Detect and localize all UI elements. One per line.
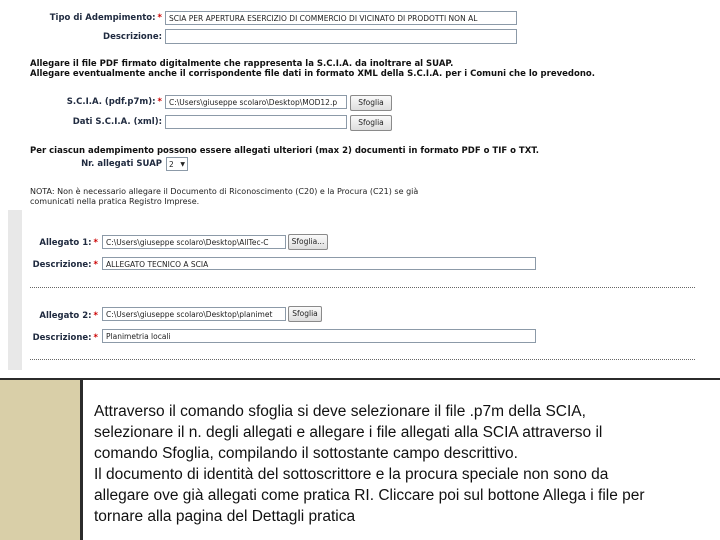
caption-line-1: Attraverso il comando sfoglia si deve selezionare il file .p7m della SCIA,	[94, 403, 586, 420]
nota-line-2: comunicati nella pratica Registro Imprese.	[30, 197, 200, 206]
required-mark: *	[157, 13, 162, 23]
scia-pdf-browse-button[interactable]: Sfoglia	[350, 95, 392, 111]
dati-scia-label: Dati S.C.I.A. (xml):	[72, 117, 162, 127]
scia-pdf-label: S.C.I.A. (pdf.p7m): *	[66, 97, 162, 107]
tipo-adempimento-label: Tipo di Adempimento: *	[49, 13, 162, 23]
allegato-2-file-field[interactable]: C:\Users\giuseppe scolaro\Desktop\planimet	[102, 307, 286, 321]
slide-frame-horizontal-line	[0, 378, 720, 380]
slide-frame-left	[0, 378, 80, 540]
required-mark: *	[93, 260, 98, 270]
nota-line-1: NOTA: Non è necessario allegare il Documento di Riconoscimento (C20) e la Procura (C21) se già	[30, 187, 419, 196]
nr-allegati-label: Nr. allegati SUAP	[81, 159, 162, 169]
caption-line-3: comando Sfoglia, compilando il sottostante campo descrittivo.	[94, 445, 518, 462]
dati-scia-file-field[interactable]	[165, 115, 347, 129]
dati-scia-browse-button[interactable]: Sfoglia	[350, 115, 392, 131]
caption-line-5: allegare ove già allegati come pratica RI. Cliccare poi sul bottone Allega i file per	[94, 487, 645, 504]
caption-line-4: Il documento di identità del sottoscrittore e la procura speciale non sono da	[94, 466, 609, 483]
divider	[30, 287, 695, 288]
allegato-1-descrizione-label: Descrizione: *	[32, 260, 98, 270]
scia-pdf-file-field[interactable]: C:\Users\giuseppe scolaro\Desktop\MOD12.p	[165, 95, 347, 109]
divider	[30, 359, 695, 360]
required-mark: *	[93, 333, 98, 343]
gray-separator	[8, 210, 22, 370]
allegato-2-descrizione-field[interactable]: Planimetria locali	[102, 329, 536, 343]
slide-frame-vertical-line	[80, 378, 83, 540]
chevron-down-icon: ▼	[180, 161, 185, 168]
allegato-1-descrizione-field[interactable]: ALLEGATO TECNICO A SCIA	[102, 257, 536, 270]
required-mark: *	[93, 238, 98, 248]
nr-allegati-select[interactable]: 2 ▼	[166, 157, 188, 171]
descrizione-field[interactable]	[165, 29, 517, 44]
required-mark: *	[93, 311, 98, 321]
caption-line-2: selezionare il n. degli allegati e allegare i file allegati alla SCIA attraverso il	[94, 424, 603, 441]
caption-line-6: tornare alla pagina del Dettagli pratica	[94, 508, 356, 525]
allegato-2-label: Allegato 2: *	[39, 311, 98, 321]
allegare-instruction-1: Allegare il file PDF firmato digitalmente che rappresenta la S.C.I.A. da inoltrare al SUAP.	[30, 59, 454, 69]
allegato-1-label: Allegato 1: *	[39, 238, 98, 248]
allegato-2-descrizione-label: Descrizione: *	[32, 333, 98, 343]
allegato-1-file-field[interactable]: C:\Users\giuseppe scolaro\Desktop\AllTec-C	[102, 235, 286, 249]
descrizione-label: Descrizione:	[103, 32, 162, 42]
allegare-instruction-2: Allegare eventualmente anche il corrispondente file dati in formato XML della S.C.I.A. per i Comuni che lo prevedono.	[30, 69, 595, 79]
ulteriori-documenti-text: Per ciascun adempimento possono essere allegati ulteriori (max 2) documenti in formato PDF o TIF o TXT.	[30, 146, 540, 156]
allegato-2-browse-button[interactable]: Sfoglia	[288, 306, 322, 322]
required-mark: *	[157, 97, 162, 107]
tipo-adempimento-field[interactable]: SCIA PER APERTURA ESERCIZIO DI COMMERCIO DI VICINATO DI PRODOTTI NON AL	[165, 11, 517, 25]
allegato-1-browse-button[interactable]: Sfoglia...	[288, 234, 328, 250]
